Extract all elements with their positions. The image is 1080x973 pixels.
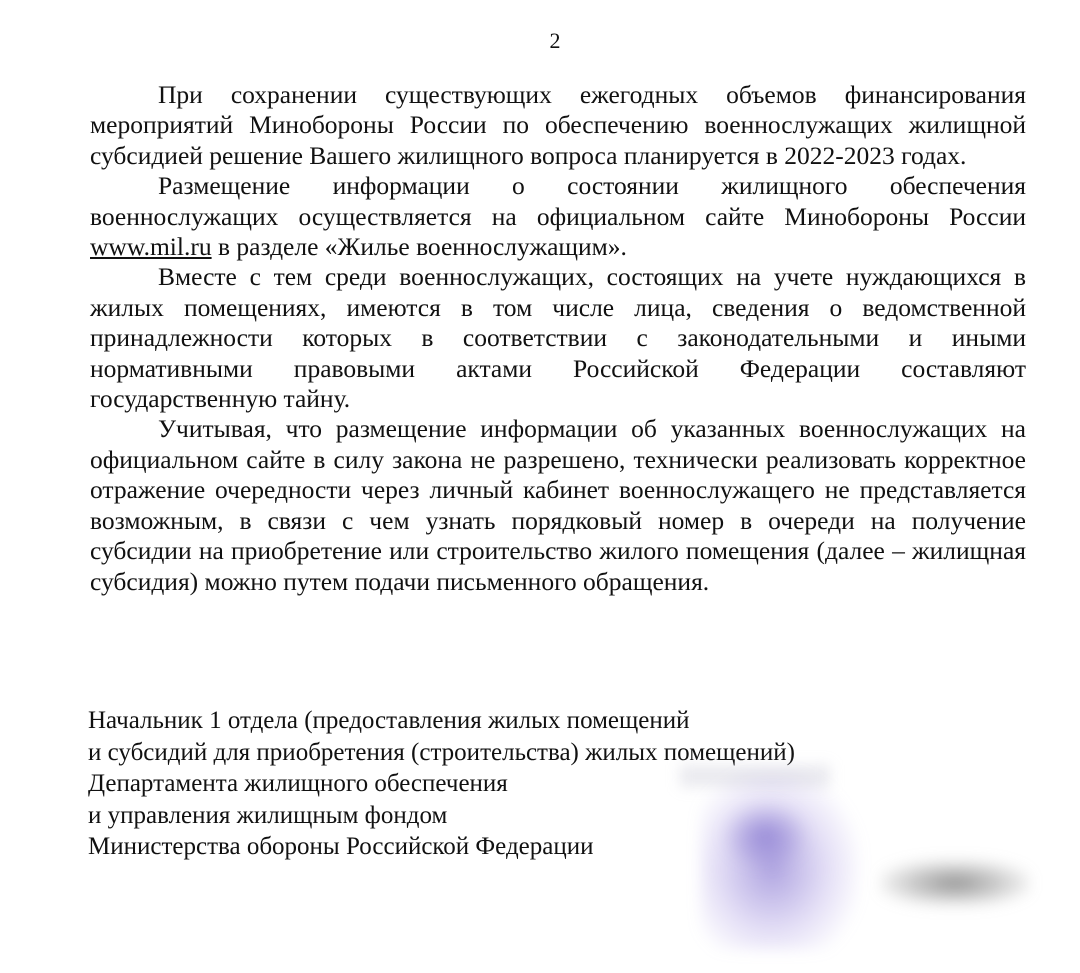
page-number: 2 [549, 28, 561, 53]
signature-line: Начальник 1 отдела (предоставления жилых помещений [88, 707, 690, 734]
paragraph-website-info [90, 171, 1026, 262]
paragraph-state-secret: Вместе с тем среди военнослужащих, состоящих на учете нуждающихся в жилых помещениях, имеются в том числе лица, сведения о ведомственной принадлежности которых в соответствии с законодательными и иными нормативными правовыми актами Российской Федерации составляют государственную тайну. [90, 262, 1026, 414]
redacted-name [880, 860, 1030, 906]
paragraph-website-text-start: Размещение информации о состоянии жилищного обеспечения военнослужащих осуществляется на официальном сайте Минобороны России [90, 171, 1026, 231]
signature-line: и управления жилищным фондом [88, 801, 448, 829]
paragraph-website-text-end: в разделе «Жилье военнослужащим». [211, 232, 627, 262]
paragraph-queue-number: Учитывая, что размещение информации об указанных военнослужащих на официальном сайте в силу закона не разрешено, технически реализовать корректное отражение очередности через личный кабинет военнослужащего не представляется возможным, в связи с чем узнать порядковый номер в очереди на получение субсидии на приобретение или строительство жилого помещения (далее – жилищная субсидия) можно путем подачи письменного обращения. [90, 414, 1026, 596]
signature-line: и субсидий для приобретения (строительства) жилых помещений) [88, 738, 795, 766]
mil-ru-link[interactable]: www.mil.ru [90, 232, 212, 262]
redacted-signature-core [720, 800, 810, 870]
paragraph-funding: При сохранении существующих ежегодных объемов финансирования мероприятий Минобороны России по обеспечению военнослужащих жилищной субсидией решение Вашего жилищного вопроса планируется в 2022-2023 годах. [90, 80, 1026, 170]
letter-body [90, 80, 1026, 597]
signature-line: Министерства обороны Российской Федерации [88, 833, 594, 860]
signature-line: Департамента жилищного обеспечения [88, 770, 508, 797]
